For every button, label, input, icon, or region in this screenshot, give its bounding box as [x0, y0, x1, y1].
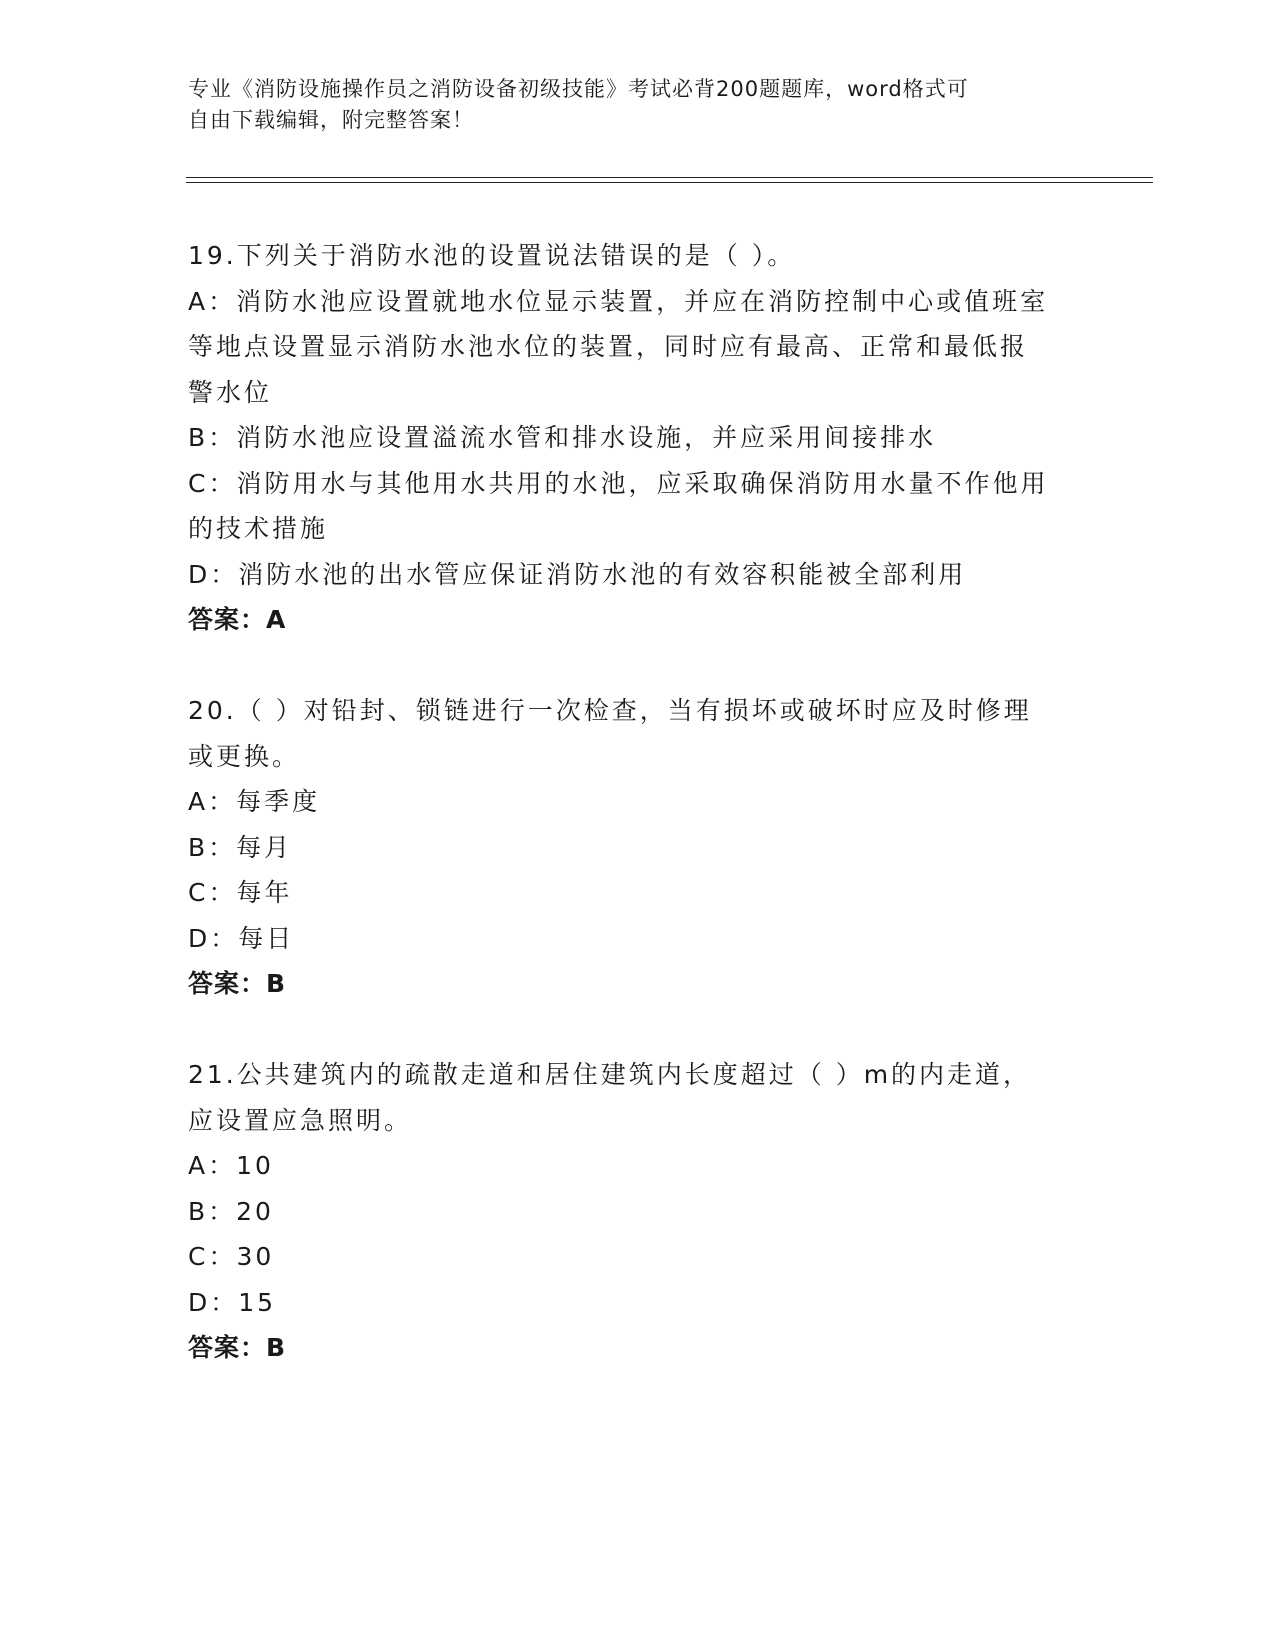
option-c: C：每年 [188, 878, 293, 907]
option-c-cont: 的技术措施 [188, 514, 329, 543]
option-d: D：每日 [188, 923, 295, 953]
question-stem-cont: 应设置应急照明。 [188, 1105, 413, 1135]
question-20 [188, 688, 1088, 1007]
option-b: B：消防水池应设置溢流水管和排水设施，并应采用间接排水 [188, 423, 937, 452]
header-double-rule [186, 177, 1153, 183]
question-21 [188, 1052, 1088, 1371]
option-a: A：消防水池应设置就地水位显示装置，并应在消防控制中心或值班室 [188, 286, 1049, 316]
option-c: C：30 [188, 1242, 275, 1271]
option-a: A：10 [188, 1151, 274, 1180]
option-d: D：消防水池的出水管应保证消防水池的有效容积能被全部利用 [188, 559, 967, 589]
question-19 [188, 233, 1088, 643]
answer-label: 答案：B [188, 1333, 287, 1362]
option-b: B：每月 [188, 832, 293, 862]
header-line-2: 自由下载编辑，附完整答案！ [188, 108, 474, 132]
header-line-1: 专业《消防设施操作员之消防设备初级技能》考试必背200题题库，word格式可 [188, 77, 969, 101]
option-c: C：消防用水与其他用水共用的水池，应采取确保消防用水量不作他用 [188, 468, 1049, 498]
option-a-cont-2: 警水位 [188, 377, 273, 407]
option-d: D：15 [188, 1287, 277, 1317]
document-header [188, 74, 1068, 136]
answer-label: 答案：B [188, 969, 287, 998]
option-b: B：20 [188, 1196, 274, 1226]
option-a: A：每季度 [188, 787, 321, 816]
option-a-cont-1: 等地点设置显示消防水池水位的装置，同时应有最高、正常和最低报 [188, 332, 1029, 361]
question-stem: 21.公共建筑内的疏散走道和居住建筑内长度超过（ ）m的内走道， [188, 1060, 1032, 1089]
question-stem: 20.（ ）对铅封、锁链进行一次检查，当有损坏或破坏时应及时修理 [188, 696, 1032, 725]
question-stem: 19.下列关于消防水池的设置说法错误的是（ ）。 [188, 241, 796, 270]
answer-label: 答案：A [188, 605, 287, 634]
question-stem-cont: 或更换。 [188, 741, 301, 771]
